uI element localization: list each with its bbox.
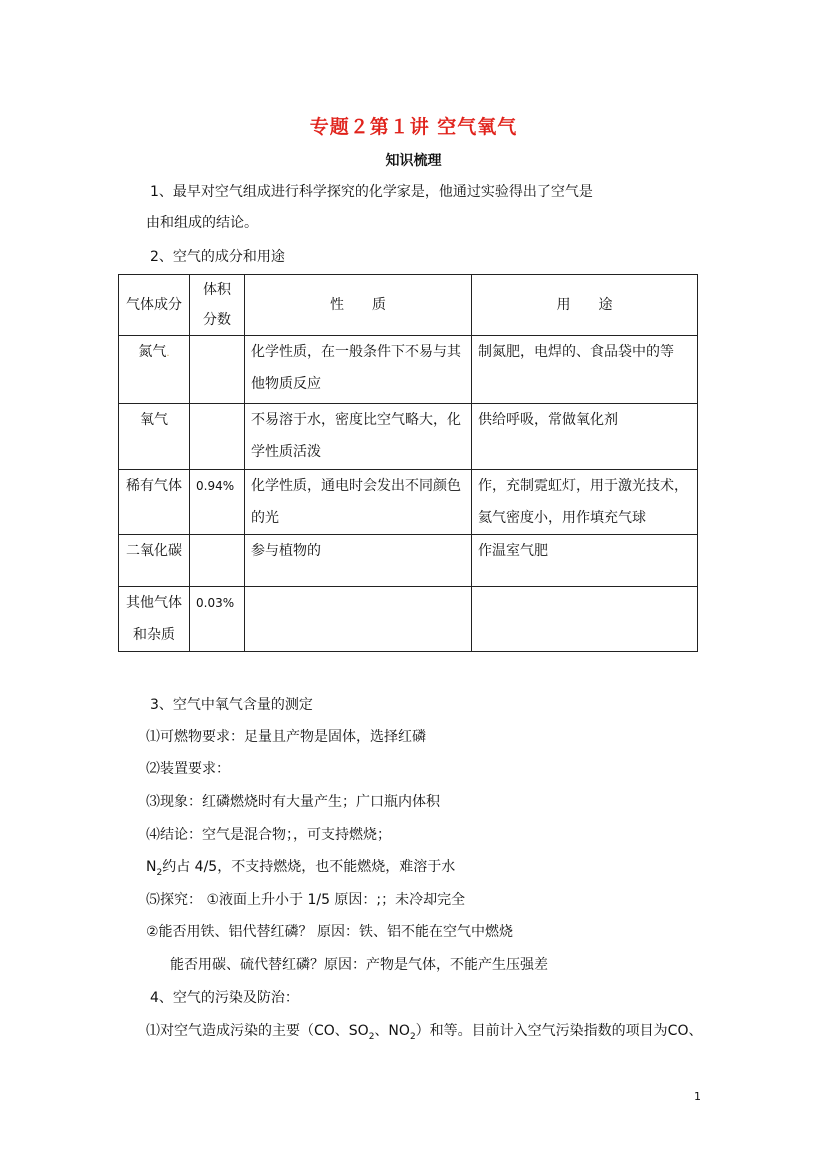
item3-line5: ⑸探究： ①液面上升小于 1/5 原因：;；未冷却完全 (146, 892, 466, 908)
table-row (119, 470, 698, 535)
property-cell (245, 470, 472, 535)
item3-line6: ②能否用铁、铝代替红磷？ 原因：铁、铝不能在空气中燃烧 (146, 924, 513, 940)
document-title: 专题２第１讲 空气氧气 (309, 116, 518, 138)
fraction-cell (190, 535, 245, 587)
property-cell (245, 336, 472, 404)
header-use: 用 途 (472, 275, 698, 336)
header-gas-name: 气体成分 (119, 275, 190, 336)
gas-name-cell (119, 336, 190, 404)
table-row (119, 587, 698, 652)
use-line1: 作，充制霓虹灯，用于激光技术， (478, 478, 688, 494)
property-cell (245, 535, 472, 587)
n2-text: 约占 4/5，不支持燃烧，也不能燃烧，难溶于水 (162, 859, 456, 875)
item3-heading: 3、空气中氧气含量的测定 (150, 697, 313, 713)
property-cell (245, 587, 472, 652)
use-line1: 制氮肥，电焊的、食品袋中的等 (478, 344, 674, 360)
so2-subscript: 2 (368, 1031, 375, 1042)
use-cell (472, 336, 698, 404)
gas-name-cell (119, 587, 190, 652)
item4-text-c: ）和等。目前计入空气污染指数的项目为CO、 (415, 1023, 703, 1039)
property-line2: 的光 (251, 510, 279, 526)
table-row (119, 404, 698, 470)
fraction-cell: 0.03% (190, 587, 245, 652)
section-heading: 知识梳理 (385, 153, 442, 169)
item4-text-a: ⑴对空气造成污染的主要（CO、SO (146, 1023, 369, 1039)
item3-line3: ⑶现象：红磷燃烧时有大量产生；广口瓶内体积 (146, 794, 440, 810)
use-cell (472, 404, 698, 470)
gas-name-cell: 氧气 (119, 404, 190, 470)
gas-name: 氮气 (138, 344, 167, 360)
header-fraction (190, 275, 245, 336)
gas-name-line1: 其他气体 (126, 595, 182, 611)
n2-subscript: 2 (156, 867, 163, 878)
table-row (119, 535, 698, 587)
item3-line4: ⑷结论：空气是混合物；，可支持燃烧； (146, 827, 391, 843)
page-number: 1 (694, 1090, 701, 1103)
n2-symbol: N (146, 859, 157, 875)
fraction-cell: 0.94% (190, 470, 245, 535)
fraction-cell (190, 404, 245, 470)
item3-line7: 能否用碳、硫代替红磷？原因：产物是气体，不能产生压强差 (170, 957, 548, 973)
property-line1: 化学性质，在一般条件下不易与其 (251, 344, 461, 360)
dot-mark: . (166, 348, 170, 359)
property-line1: 化学性质，通电时会发出不同颜色 (251, 478, 461, 494)
property-line1: 不易溶于水，密度比空气略大，化 (251, 412, 461, 428)
use-line2: 氦气密度小，用作填充气球 (478, 510, 646, 526)
table-row (119, 336, 698, 404)
item1-line2: 由和组成的结论。 (146, 215, 258, 231)
header-fraction-line2: 分数 (203, 312, 231, 328)
item2-heading: 2、空气的成分和用途 (150, 249, 285, 265)
gas-name-cell: 稀有气体 (119, 470, 190, 535)
header-property: 性 质 (245, 275, 472, 336)
item3-line2: ⑵装置要求： (146, 761, 230, 777)
gas-name-cell: 二氧化碳 (119, 535, 190, 587)
item1-line1: 1、最早对空气组成进行科学探究的化学家是，他通过实验得出了空气是 (150, 184, 593, 200)
item3-n2-line (146, 858, 455, 882)
property-line2: 学性质活泼 (251, 444, 321, 460)
use-cell (472, 470, 698, 535)
item4-text-b: 、NO (374, 1023, 410, 1039)
item3-line1: ⑴可燃物要求：足量且产物是固体，选择红磷 (146, 729, 426, 745)
item4-heading: 4、空气的污染及防治： (150, 990, 299, 1006)
use-cell (472, 535, 698, 587)
use-cell (472, 587, 698, 652)
use-line1: 供给呼吸，常做氧化剂 (478, 412, 618, 428)
header-fraction-line1: 体积 (203, 282, 231, 298)
use-line1: 作温室气肥 (478, 543, 548, 559)
property-cell (245, 404, 472, 470)
fraction-cell (190, 336, 245, 404)
gas-name-line2: 和杂质 (133, 627, 175, 643)
property-line1: 参与植物的 (251, 543, 321, 559)
property-line2: 他物质反应 (251, 376, 321, 392)
item4-line1 (146, 1022, 702, 1046)
gas-composition-table (118, 274, 698, 652)
table-header-row (119, 275, 698, 336)
no2-subscript: 2 (409, 1031, 416, 1042)
